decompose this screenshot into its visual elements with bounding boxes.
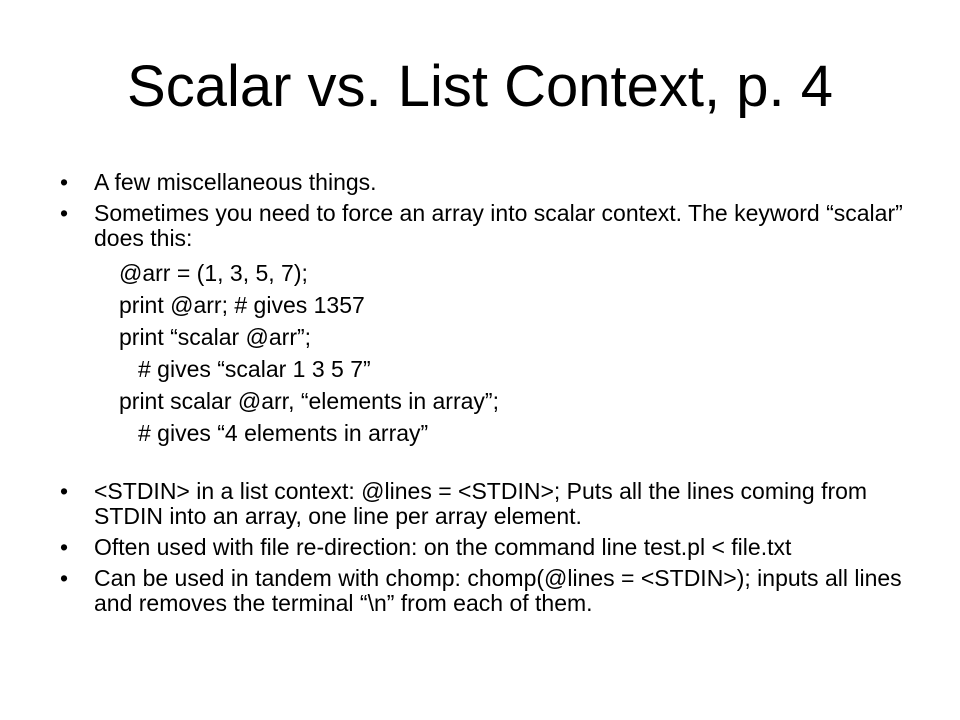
- code-line: print @arr; # gives 1357: [119, 292, 365, 318]
- code-line: print “scalar @arr”;: [119, 324, 312, 350]
- slide-title: Scalar vs. List Context, p. 4: [127, 54, 833, 119]
- code-comment-line: # gives “4 elements in array”: [138, 420, 429, 446]
- bullet-item: [60, 566, 920, 616]
- bullet-icon: •: [60, 565, 69, 591]
- bullet-text: A few miscellaneous things.: [94, 169, 377, 195]
- bullet-icon: •: [60, 200, 69, 226]
- bullet-icon: •: [60, 534, 69, 560]
- code-comment-line: # gives “scalar 1 3 5 7”: [138, 356, 371, 382]
- bullet-item: [60, 170, 920, 195]
- bullet-item: [60, 479, 920, 529]
- bullet-item: [60, 201, 920, 251]
- bullet-text: Sometimes you need to force an array into scalar context. The keyword “scalar” does this:: [94, 200, 903, 251]
- bullet-icon: •: [60, 478, 69, 504]
- bullet-item: [60, 535, 920, 560]
- bullet-icon: •: [60, 169, 69, 195]
- code-line: print scalar @arr, “elements in array”;: [119, 388, 499, 414]
- code-line: @arr = (1, 3, 5, 7);: [119, 260, 308, 286]
- bullet-text: Can be used in tandem with chomp: chomp(@lines = <STDIN>); inputs all lines and removes the terminal “\n” from each of them.: [94, 565, 902, 616]
- code-block: [60, 257, 920, 449]
- bullet-text: Often used with file re-direction: on the command line test.pl < file.txt: [94, 534, 792, 560]
- bullet-text: <STDIN> in a list context: @lines = <STDIN>; Puts all the lines coming from STDIN into an array, one line per array element.: [94, 478, 868, 529]
- bullet-list: [60, 170, 920, 622]
